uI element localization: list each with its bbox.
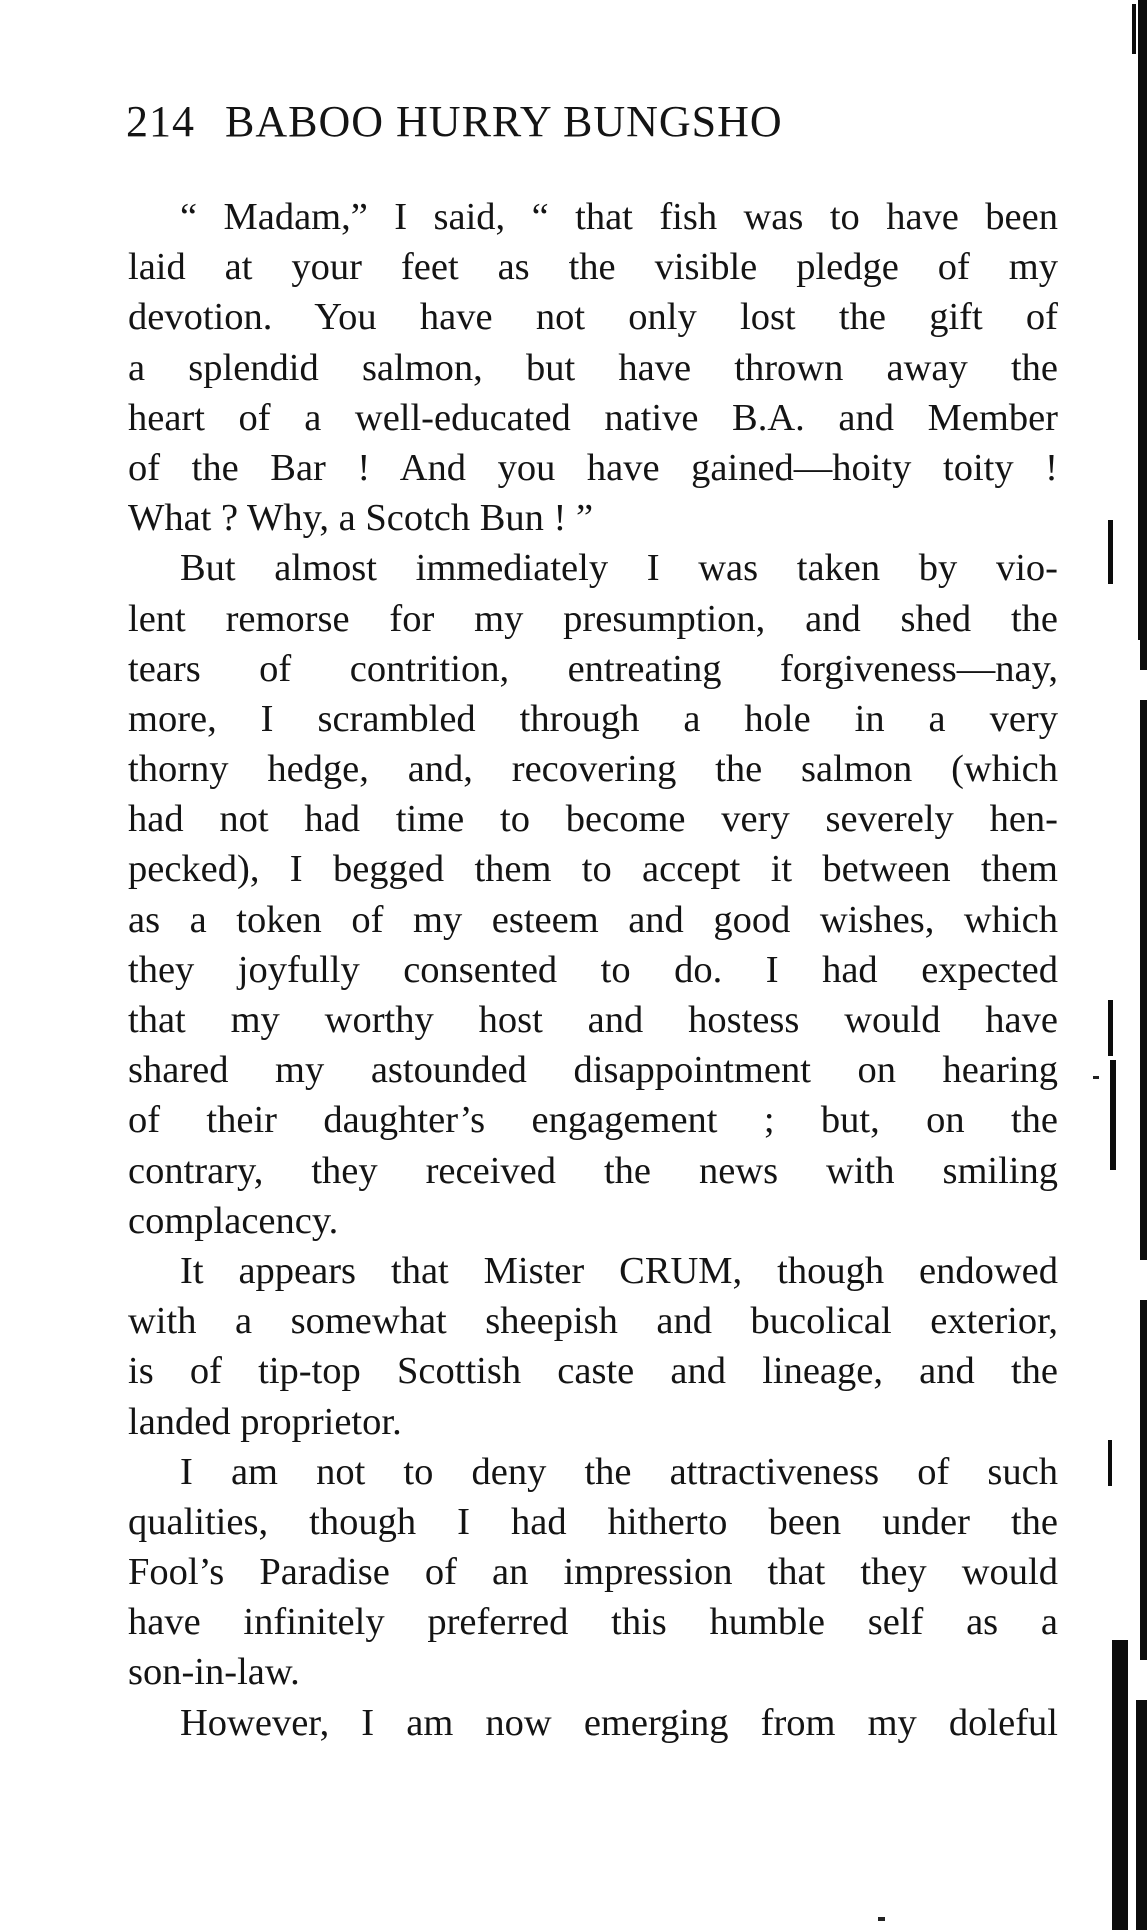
text-line: of the Bar ! And you have gained—hoity toity ! bbox=[128, 446, 1058, 489]
text-line: qualities, though I had hitherto been under the bbox=[128, 1500, 1058, 1543]
text-line: laid at your feet as the visible pledge of my bbox=[128, 246, 1058, 289]
text-line: devotion. You have not only lost the gift of bbox=[128, 296, 1058, 339]
text-line: It appears that Mister CRUM, though endowed bbox=[180, 1249, 1058, 1292]
text-line: they joyfully consented to do. I had expected bbox=[128, 948, 1058, 991]
text-line: contrary, they received the news with smiling bbox=[128, 1149, 1058, 1192]
text-line: What ? Why, a Scotch Bun ! ” bbox=[128, 497, 594, 540]
text-line: have infinitely preferred this humble self as a bbox=[128, 1601, 1058, 1644]
text-line: shared my astounded disappointment on hearing bbox=[128, 1049, 1058, 1092]
text-line: with a somewhat sheepish and bucolical exterior, bbox=[128, 1300, 1058, 1343]
text-line: I am not to deny the attractiveness of such bbox=[180, 1450, 1058, 1493]
text-line: lent remorse for my presumption, and shed the bbox=[128, 597, 1058, 640]
text-line: a splendid salmon, but have thrown away the bbox=[128, 346, 1058, 389]
text-line: that my worthy host and hostess would have bbox=[128, 999, 1058, 1041]
text-line: of their daughter’s engagement ; but, on the bbox=[128, 1099, 1058, 1142]
running-head bbox=[126, 94, 783, 150]
text-line: complacency. bbox=[128, 1199, 339, 1242]
text-line: is of tip-top Scottish caste and lineage, and the bbox=[128, 1350, 1058, 1393]
page-number: 214 bbox=[126, 97, 195, 146]
text-line: thorny hedge, and, recovering the salmon (which bbox=[128, 748, 1058, 791]
text-line: However, I am now emerging from my doleful bbox=[180, 1701, 1058, 1744]
text-line: had not had time to become very severely hen- bbox=[128, 798, 1058, 841]
text-line: Fool’s Paradise of an impression that they would bbox=[128, 1551, 1058, 1594]
text-line: pecked), I begged them to accept it between them bbox=[128, 848, 1058, 891]
text-line: more, I scrambled through a hole in a very bbox=[128, 697, 1058, 740]
text-line: “ Madam,” I said, “ that fish was to have been bbox=[180, 196, 1058, 238]
text-line: tears of contrition, entreating forgiveness—nay, bbox=[128, 647, 1058, 690]
text-line: landed proprietor. bbox=[128, 1400, 402, 1443]
running-title: BABOO HURRY BUNGSHO bbox=[225, 97, 783, 146]
text-line: as a token of my esteem and good wishes, which bbox=[128, 898, 1058, 941]
text-line: son-in-law. bbox=[128, 1651, 300, 1694]
text-line: heart of a well-educated native B.A. and Member bbox=[128, 396, 1058, 439]
body-text bbox=[128, 192, 1058, 1748]
text-line: But almost immediately I was taken by vio- bbox=[180, 547, 1058, 590]
